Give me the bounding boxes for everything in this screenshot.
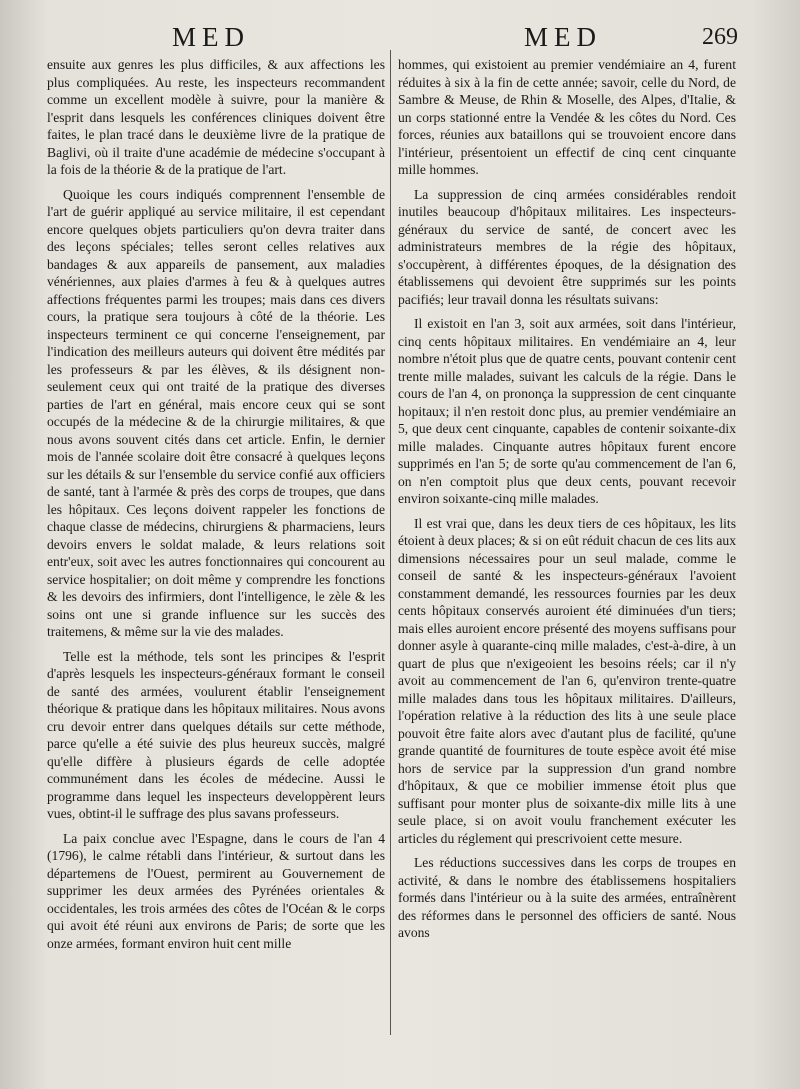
paragraph: Les réductions successives dans les corps de troupes en activité, & dans le nombre des établissemens hospitaliers formés dans l'intérieur ou à la suite des armées, entraînèrent des réformes dans le personnel des officiers de santé. Nous avons [398, 855, 736, 940]
paragraph: Il existoit en l'an 3, soit aux armées, soit dans l'intérieur, cinq cents hôpitaux militaires. En vendémiaire an 4, leur nombre n'étoit plus que de quatre cents, pouvant contenir cent trente mille malades, suivant les calculs de la régie. Dans le cours de l'an 4, on prononça la suppression de cent cinquante hopitaux; il n'en restoit donc plus, au premier vendémiaire an 5, que deux cent cinquante, capables de contenir soixante-dix mille malades. Cinquante autres hôpitaux furent encore supprimés en l'an 5; de sorte qu'au commencement de l'an 6, on n'en comptoit plus que deux cents, pouvant recevoir environ soixante-cinq mille malades. [398, 316, 736, 506]
paragraph: ensuite aux genres les plus difficiles, & aux affections les plus compliquées. Au reste, les inspecteurs recommandent comme un excellent modèle à suivre, pour la manière & l'esprit dans lesquels les conférences cliniques doivent être faites, le plan tracé dans le deuxième livre de la pratique de Baglivi, où il traite d'une académie de médecine s'occupant à la fois de la théorie & de la pratique de l'art. [47, 57, 385, 177]
column-divider [390, 50, 391, 1035]
paragraph: Quoique les cours indiqués comprennent l'ensemble de l'art de guérir appliqué au service militaire, il est cependant encore quelques objets particuliers qu'on devra traiter dans des leçons spéciales; telles seront celles relatives aux bandages & aux appareils de pansement, aux maladies vénériennes, aux plaies d'armes à feu & à quelques autres affections fréquentes parmi les troupes; mais dans ces divers cours, la pratique sera toujours à côté de la théorie. Les inspecteurs terminent ce qui concerne l'enseignement, par l'indication des meilleurs auteurs qui doivent être médités par les professeurs & par les élèves, & ils désignent non-seulement ceux qui ont traité de la pratique des diverses parties de l'art en général, mais encore ceux qui se sont occupés de la médecine & de la chirurgie militaires, & que nous avons souvent cités dans cet article. Enfin, le dernier mois de l'année scolaire doit être consacré à quelques leçons sur les détails & sur l'ensemble du service confié aux officiers de santé, tant à l'armée & près des corps de troupes, que dans les hôpitaux. Ces leçons doivent rappeler les fonctions de chaque classe de médecins, chirurgiens & pharmaciens, leurs devoirs envers le soldat malade, & leurs relations soit entr'eux, soit avec les autres fonctionnaires qui concourent au service hospitalier; on doit même y comprendre les fonctions & les devoirs des infirmiers, dont l'intelligence, le zèle & les soins ont une si grande influence sur les succès des traitemens, & même sur la vie des malades. [47, 186, 385, 639]
running-title-right: MED [524, 22, 602, 52]
paragraph: Telle est la méthode, tels sont les principes & l'esprit d'après lesquels les inspecteurs-généraux formant le conseil de santé des armées, voulurent établir l'enseignement théorique & pratique dans les hôpitaux militaires. Nous avons cru devoir entrer dans quelques détails sur cette méthode, parce qu'elle a été suivie des plus heureux succès, malgré qu'elle diffère à plusieurs égards de celle adoptée communément dans les écoles de médecine. Aussi le programme dans lequel les inspecteurs developpèrent leurs vues, obtint-il le suffrage des plus savans professeurs. [47, 648, 385, 821]
running-header [0, 22, 800, 58]
left-column [47, 56, 385, 952]
paragraph: La paix conclue avec l'Espagne, dans le cours de l'an 4 (1796), le calme rétabli dans l'intérieur, & surtout dans les départemens de l'Ouest, permirent au Gouvernement de supprimer les deux armées des Pyrénées orientales & occidentales, les trois armées des côtes de l'Océan & le corps qui avoit été réuni aux environs de Paris; de sorte que les onze armées, formant environ huit cent mille [47, 830, 385, 951]
page-number: 269 [702, 24, 738, 50]
paragraph: Il est vrai que, dans les deux tiers de ces hôpitaux, les lits étoient à deux places; & si on eût réduit chacun de ces lits aux dimensions nécessaires pour un seul malade, comme le conseil de santé & les inspecteurs-généraux l'avoient constamment demandé, les ressources fournies par les deux cents hôpitaux conservés auroient été diminuées d'un tiers; mais elles auroient encore présenté des moyens suffisans pour donner asyle à quarante-cinq mille malades, c'est-à-dire, à un quart de plus que n'exigeoient les besoins réels; car il n'y avoit au commencement de l'an 6, qu'environ trente-quatre mille malades dans tous les hôpitaux militaires. D'ailleurs, l'opération relative à la réduction des lits à une seule place pouvoit être faite alors avec d'autant plus de facilité, qu'une grande quantité de fournitures de toute espèce avoit été mise hors de service par la suppression d'un grand nombre d'hôpitaux, & que ce mobilier immense étoit plus que suffisant pour monter plus de soixante-dix mille lits à une seule place, si on avoit voulu franchement exécuter les articles du réglement qui prescrivoient cette mesure. [398, 515, 736, 846]
paragraph: La suppression de cinq armées considérables rendoit inutiles beaucoup d'hôpitaux militaires. Les inspecteurs-généraux du service de santé, de concert avec les administrateurs membres de la régie des hôpitaux, s'occupèrent, à différentes époques, de la désignation des établissemens qui devoient être supprimés sur les points pacifiés; leur travail donna les résultats suivans: [398, 186, 736, 307]
paragraph: hommes, qui existoient au premier vendémiaire an 4, furent réduites à six à la fin de cette année; savoir, celle du Nord, de Sambre & Meuse, de Rhin & Moselle, des Alpes, d'Italie, & un corps stationné entre la Vendée & les côtes du Nord. Ces forces, réunies aux bataillons qui se trouvoient encore dans l'intérieur, présentoient un effectif de cinq cent cinquante mille hommes. [398, 57, 736, 177]
running-title-left: MED [172, 22, 250, 52]
right-column [398, 56, 736, 942]
